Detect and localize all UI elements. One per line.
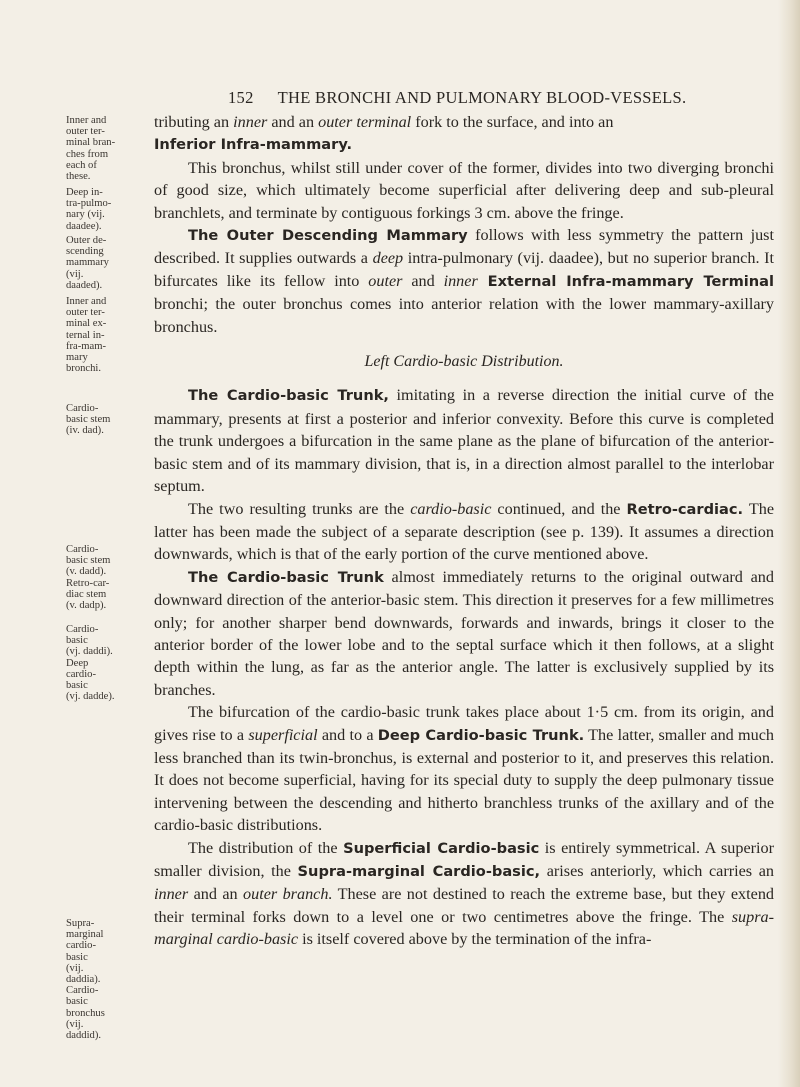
margin-note xyxy=(66,115,146,182)
text-run: and to a xyxy=(317,725,378,744)
margin-note xyxy=(66,296,146,374)
text-run: arises anteriorly, which carries an xyxy=(540,862,775,880)
margin-line: daddid). xyxy=(66,1030,102,1042)
margin-line: Cardio- xyxy=(66,985,99,997)
text-run: inner xyxy=(233,113,268,131)
margin-line: fra-mam- xyxy=(66,340,106,352)
margin-line: Cardio- xyxy=(66,403,99,414)
text-run: outer terminal xyxy=(318,113,412,131)
margin-line: Cardio- xyxy=(66,624,99,635)
margin-line: diac stem xyxy=(66,588,107,600)
text-run: Superficial Cardio-basic xyxy=(343,839,540,857)
margin-line: Deep in- xyxy=(66,187,103,198)
text-run: bronchi; the outer bronchus comes into anterior relation with the lower mammary-axillary bronchus. xyxy=(154,295,774,336)
margin-line: Deep xyxy=(66,657,89,669)
page-edge xyxy=(778,0,800,1087)
text-run: and xyxy=(402,271,444,290)
margin-line: these. xyxy=(66,171,91,183)
text-run: outer xyxy=(368,271,403,290)
text-run: outer branch. xyxy=(243,885,333,904)
margin-line: basic stem xyxy=(66,555,111,567)
text-run: tributing an xyxy=(154,113,234,131)
text-run: The Outer Descending Mammary xyxy=(188,227,468,245)
text-run: supra-marginal cardio-basic xyxy=(154,907,774,949)
text-run: The Cardio-basic Trunk, xyxy=(188,387,389,405)
paragraph xyxy=(154,111,774,133)
paragraph xyxy=(154,498,774,566)
margin-line: (vj. dadde). xyxy=(66,691,115,703)
body-text xyxy=(154,111,774,951)
text-run: The two resulting trunks are the xyxy=(188,499,411,518)
text-run: imitating in a reverse direction the initial curve of the mammary, presents at first a posterior and inferior convexity. Before this curve is completed the trunk undergoes a bifurcation in the same plane as the plane of bifurcation of the anterior-basic stem and of its mammary division, that is, in a direction almost parallel to the interlobar septum. xyxy=(154,386,774,496)
text-run: is entirely symmetrical. A superior smaller division, the xyxy=(154,838,775,880)
paragraph xyxy=(154,837,774,951)
margin-note xyxy=(66,544,146,611)
margin-line: Inner and xyxy=(66,115,107,126)
paragraph xyxy=(154,701,774,836)
text-run: The Cardio-basic Trunk xyxy=(188,568,384,586)
text-run: Retro-cardiac. xyxy=(626,500,744,518)
text-run: follows with less symmetry the pattern just described. It supplies outwards a xyxy=(154,226,774,268)
margin-line: cardio- xyxy=(66,668,96,680)
margin-line: Outer de- xyxy=(66,235,107,246)
paragraph xyxy=(154,157,774,224)
paragraph xyxy=(154,384,774,497)
text-run: Inferior Infra-mammary. xyxy=(154,136,353,154)
text-run: and an xyxy=(188,885,244,904)
margin-line: (vij. xyxy=(66,268,84,280)
text-run: The distribution of the xyxy=(188,838,344,857)
running-title: THE BRONCHI AND PULMONARY BLOOD-VESSELS. xyxy=(277,88,687,107)
margin-line: daddia). xyxy=(66,974,101,986)
margin-line: Cardio- xyxy=(66,544,99,555)
margin-line: minal ex- xyxy=(66,318,107,330)
margin-line: basic xyxy=(66,951,88,963)
margin-line: basic xyxy=(66,996,88,1008)
margin-line: bronchi. xyxy=(66,363,102,375)
margin-line: marginal xyxy=(66,929,104,941)
margin-line: (v. dadd). xyxy=(66,566,107,578)
margin-line: minal bran- xyxy=(66,137,116,149)
text-run: The latter has been made the subject of a separate description (see p. 139). It assumes a direction downwards, which is that of the early portion of the curve mentioned above. xyxy=(154,499,774,564)
margin-line: (vij. xyxy=(66,1018,84,1030)
margin-line: basic xyxy=(66,635,88,647)
text-run: The bifurcation of the cardio-basic trunk takes place about 1·5 cm. from its origin, and gives rise to a xyxy=(154,703,774,744)
text-run: inner xyxy=(154,885,189,904)
text-run: cardio-basic xyxy=(410,499,492,518)
margin-line: each of xyxy=(66,159,97,171)
text-run: and an xyxy=(267,113,319,131)
margin-note xyxy=(66,235,146,291)
margin-line: (iv. dad). xyxy=(66,425,104,437)
paragraph xyxy=(154,566,774,701)
margin-line: basic stem xyxy=(66,414,111,426)
text-run: deep xyxy=(372,249,404,268)
margin-line: basic xyxy=(66,680,88,692)
text-run: fork to the surface, and into an xyxy=(411,113,614,131)
margin-note xyxy=(66,187,146,232)
text-run: intra-pulmonary (vij. daadee), but no superior branch. It bifurcates like its fellow into xyxy=(154,249,774,290)
margin-line: daadee). xyxy=(66,220,102,232)
margin-line: nary (vij. xyxy=(66,209,105,221)
text-run: inner xyxy=(443,271,478,290)
paragraph xyxy=(154,224,774,338)
text-run: This bronchus, whilst still under cover of the former, divides into two diverging bronchi of good size, which ultimately become superficial after delivering deep and sub-pleural branchlets, and terminate by contiguous forkings 3 cm. above the fringe. xyxy=(154,158,774,222)
page-number: 152 xyxy=(228,88,254,107)
text-run: continued, and the xyxy=(491,499,627,518)
margin-line: ternal in- xyxy=(66,329,105,341)
margin-note xyxy=(66,403,146,437)
margin-line: cardio- xyxy=(66,940,96,952)
margin-line: mammary xyxy=(66,257,109,269)
margin-line: outer ter- xyxy=(66,307,105,319)
margin-line: outer ter- xyxy=(66,126,105,138)
margin-line: tra-pulmo- xyxy=(66,198,112,210)
text-run: is itself covered above by the termination of the infra- xyxy=(298,930,652,949)
margin-line: (vj. daddi). xyxy=(66,646,113,658)
text-run: Deep Cardio-basic Trunk. xyxy=(377,726,585,744)
margin-note xyxy=(66,918,146,1041)
subheading xyxy=(154,133,774,156)
margin-line: ches from xyxy=(66,148,109,160)
margin-line: Inner and xyxy=(66,296,107,307)
running-header xyxy=(228,88,788,108)
text-run: External Infra-mammary Terminal xyxy=(477,272,775,290)
margin-line: Retro-car- xyxy=(66,577,110,589)
section-heading: Left Cardio-basic Distribution. xyxy=(364,353,564,371)
margin-note xyxy=(66,624,146,702)
margin-line: (v. dadp). xyxy=(66,600,107,612)
margin-line: scending xyxy=(66,246,104,258)
text-run: These are not destined to reach the extreme base, but they extend their terminal forks down to a level one or two centimetres above the fringe. The xyxy=(154,885,775,926)
margin-line: Supra- xyxy=(66,918,95,929)
margin-line: mary xyxy=(66,352,88,364)
text-run: Supra-marginal Cardio-basic, xyxy=(297,863,541,880)
margin-line: bronchus xyxy=(66,1007,105,1019)
text-run: almost immediately returns to the original outward and downward direction of the anterior-basic stem. This direction it preserves for a few millimetres only; for another sharper bend downwards, forwards and inwards, brings it closer to the anterior border of the lower lobe and to the septal surface which it then follows, at a slight depth within the lung, as far as the anterior angle. The latter is exclusively supplied by its branches. xyxy=(154,567,774,699)
text-run: The latter, smaller and much less branched than its twin-bronchus, is external and posterior to it, and preserves this relation. It does not become superficial, having for its special duty to supply the deep pulmonary tissue intervening between the descending and hitherto branchless trunks of the axillary and of the cardio-basic distributions. xyxy=(154,725,774,835)
margin-line: daaded). xyxy=(66,279,103,291)
margin-line: (vij. xyxy=(66,962,84,974)
text-run: superficial xyxy=(248,725,318,744)
